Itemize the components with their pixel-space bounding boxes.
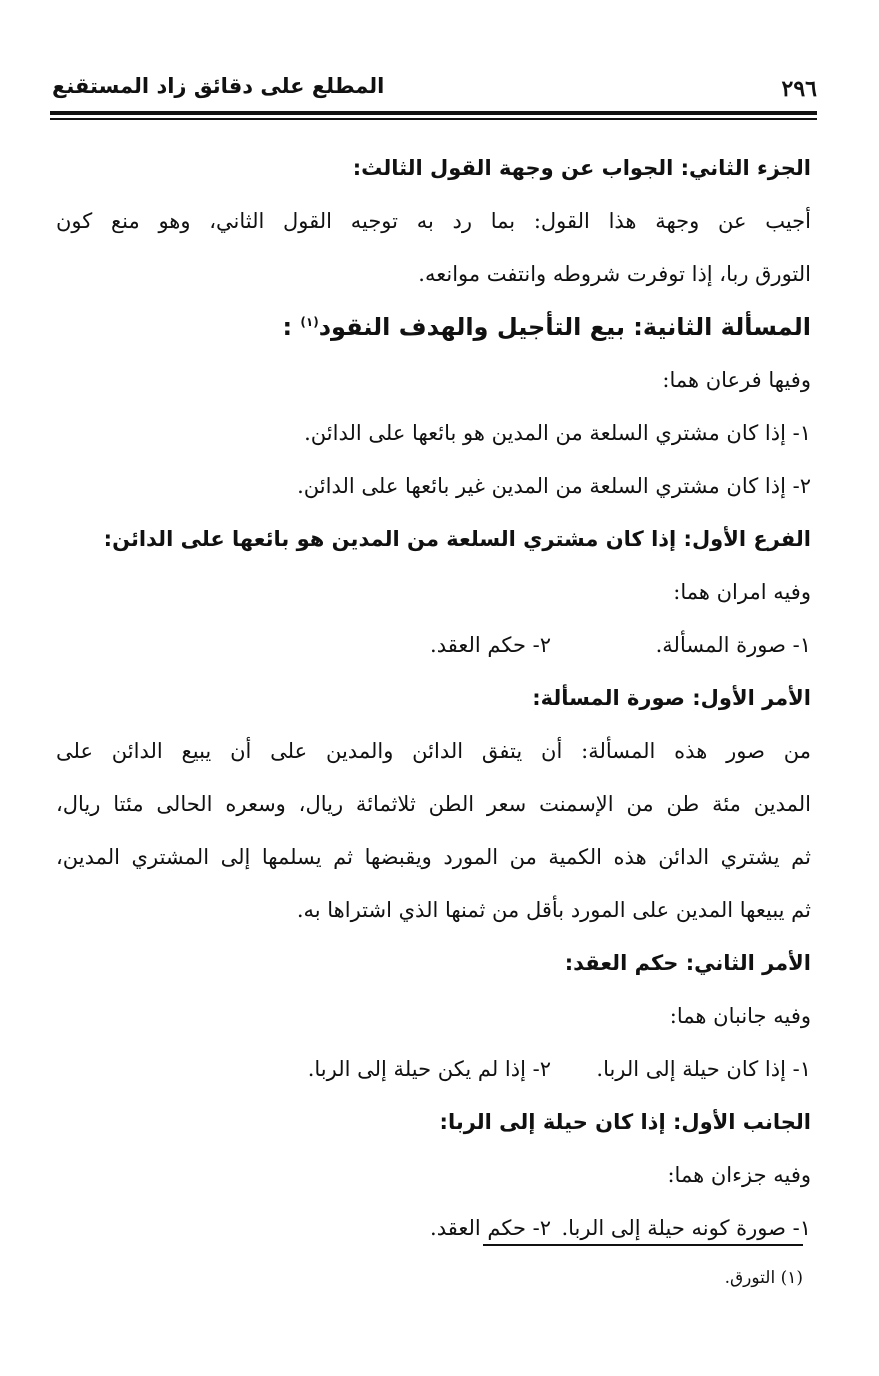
running-title: المطلع على دقائق زاد المستقنع [52, 74, 385, 98]
header-rule-thick [50, 111, 817, 115]
list-item: ٢- إذا كان مشتري السلعة من المدين غير بائعها على الدائن. [297, 474, 811, 498]
list-item: ٢- إذا لم يكن حيلة إلى الربا. [307, 1057, 551, 1081]
heading-first-branch: الفرع الأول: إذا كان مشتري السلعة من المدين هو بائعها على الدائن: [103, 527, 811, 551]
list-row [56, 1043, 811, 1096]
paragraph-line: المدين مئة طن من الإسمنت سعر الطن ثلاثمائة ريال، وسعره الحالى مئتا ريال، [56, 792, 811, 816]
heading-text: المسألة الثانية: بيع التأجيل والهدف النقود [318, 313, 811, 341]
list-item: ١- صورة كونه حيلة إلى الربا. [561, 1216, 811, 1240]
paragraph-line: التورق ربا، إذا توفرت شروطه وانتفت موانعه. [418, 262, 811, 286]
list-item: ١- صورة المسألة. [655, 633, 811, 657]
paragraph-line: ثم يبيعها المدين على المورد بأقل من ثمنها الذي اشتراها به. [296, 898, 811, 922]
footnote-marker: (١) [300, 315, 319, 329]
paragraph-line: وفيه جزءان هما: [667, 1163, 811, 1187]
list-item: ٢- حكم العقد. [430, 1216, 551, 1240]
heading-first-matter: الأمر الأول: صورة المسألة: [532, 686, 811, 710]
footnote: (١) التورق. [724, 1268, 803, 1288]
page-number: ٢٩٦ [781, 76, 817, 102]
paragraph-line: وفيه امران هما: [673, 580, 811, 604]
paragraph-line: ثم يشتري الدائن هذه الكمية من المورد ويقبضها ثم يسلمها إلى المشتري المدين، [56, 845, 811, 869]
page-body [56, 142, 811, 1255]
page-header [52, 68, 817, 108]
list-row [56, 619, 811, 672]
header-rule-thin [50, 118, 817, 120]
heading-part-two: الجزء الثاني: الجواب عن وجهة القول الثالث: [352, 156, 811, 180]
heading-colon: : [282, 313, 293, 341]
paragraph-line: من صور هذه المسألة: أن يتفق الدائن والمدين على أن يبيع الدائن على [56, 739, 811, 763]
footnote-separator [483, 1244, 803, 1246]
paragraph-line: وفيه جانبان هما: [669, 1004, 811, 1028]
list-row [56, 1202, 811, 1255]
heading-first-side: الجانب الأول: إذا كان حيلة إلى الربا: [439, 1110, 811, 1134]
heading-second-matter: الأمر الثاني: حكم العقد: [564, 951, 811, 975]
list-item: ١- إذا كان مشتري السلعة من المدين هو بائعها على الدائن. [304, 421, 811, 445]
paragraph-line: أجيب عن وجهة هذا القول: بما رد به توجيه القول الثاني، وهو منع كون [56, 209, 811, 233]
list-item: ٢- حكم العقد. [430, 633, 551, 657]
heading-second-issue [56, 301, 811, 354]
list-item: ١- إذا كان حيلة إلى الربا. [596, 1057, 811, 1081]
paragraph-line: وفيها فرعان هما: [662, 368, 811, 392]
